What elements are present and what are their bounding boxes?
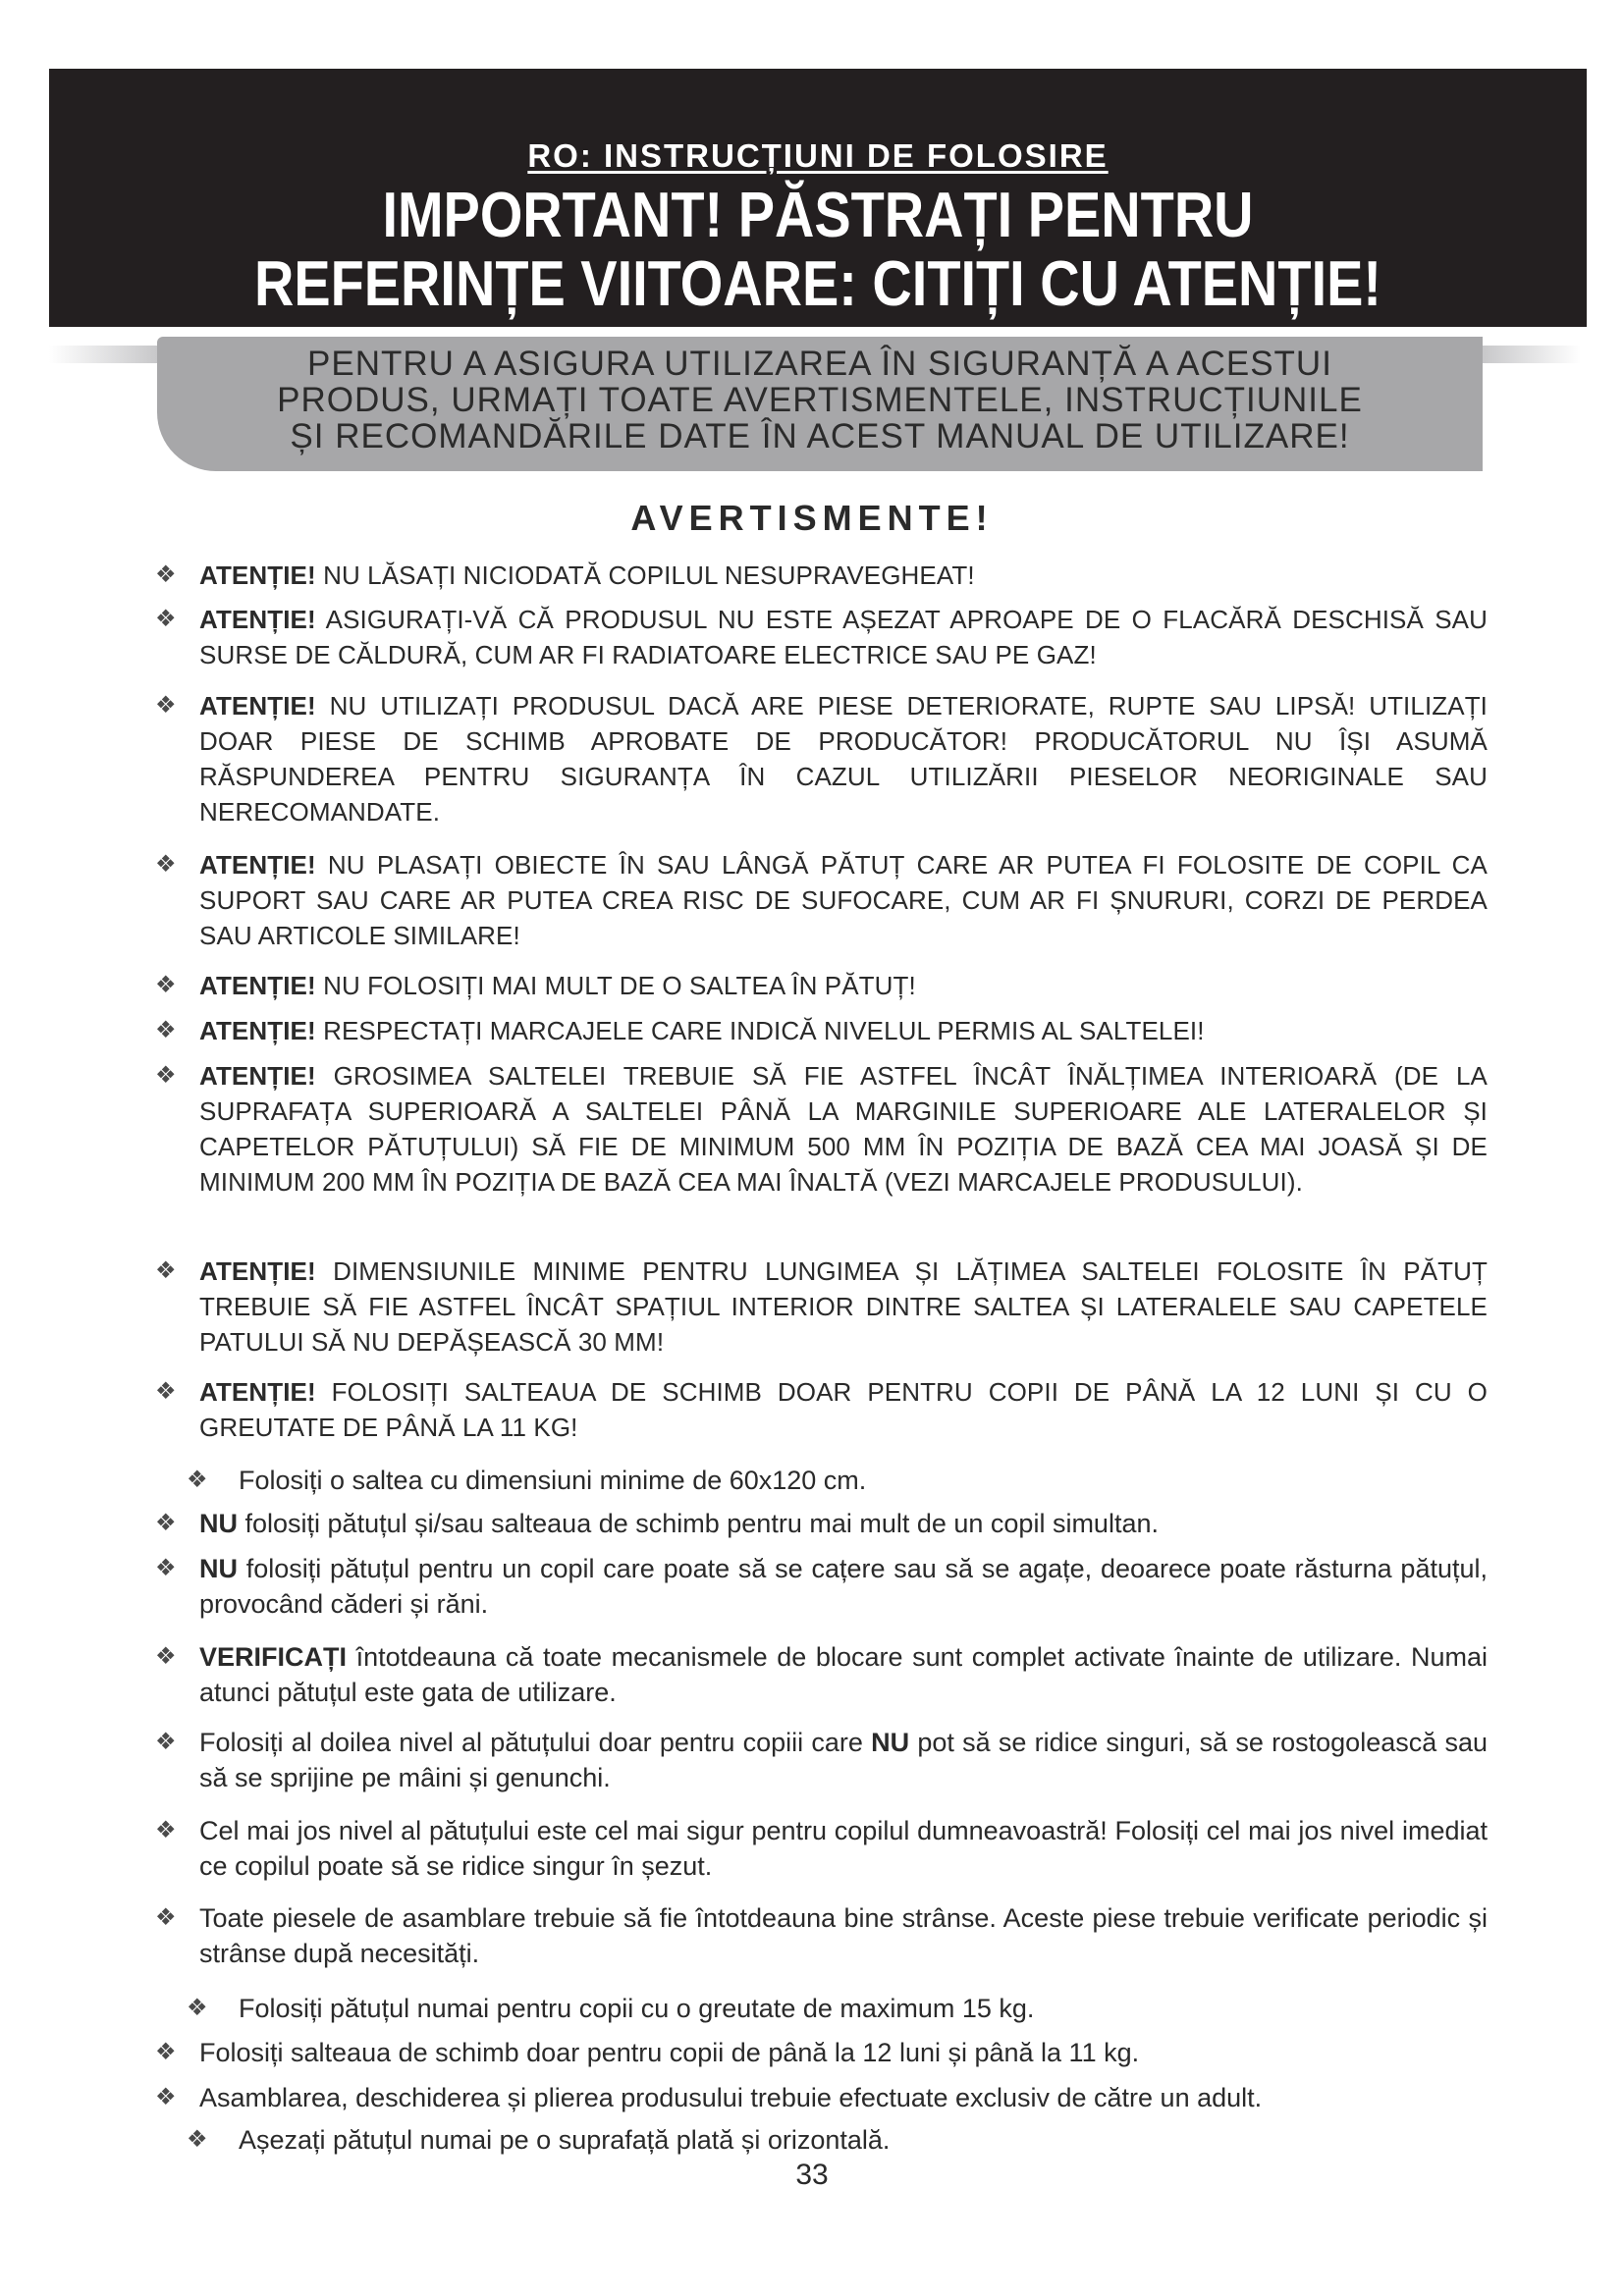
item-keyword: VERIFICAȚI xyxy=(199,1642,348,1672)
banner-line2: PRODUS, URMAȚI TOATE AVERTISMENTELE, INSTRUCȚIUNILE xyxy=(277,381,1363,419)
bullet-icon: ❖ xyxy=(155,2084,177,2110)
banner-line1: PENTRU A ASIGURA UTILIZAREA ÎN SIGURANȚĂ A ACESTUI xyxy=(307,345,1332,383)
header-bar xyxy=(49,69,1587,327)
item-keyword: NU xyxy=(199,1554,238,1583)
item-keyword: ATENȚIE! xyxy=(199,1061,316,1091)
bullet-icon: ❖ xyxy=(155,1729,177,1755)
bullet-icon: ❖ xyxy=(155,1378,177,1405)
item-text: NU UTILIZAȚI PRODUSUL DACĂ ARE PIESE DETERIORATE, RUPTE SAU LIPSĂ! UTILIZAȚI DOAR PIESE DE SCHIMB APROBATE DE PRODUCĂTOR! PRODUCĂTORUL NU ÎȘI ASUMĂ RĂSPUNDEREA PENTRU SIGURANȚA ÎN CAZUL UTILIZĂRII PIESELOR NEORIGINALE SAU NERECOMANDATE. xyxy=(199,691,1488,827)
bullet-icon: ❖ xyxy=(187,1467,208,1493)
bullet-icon: ❖ xyxy=(155,1643,177,1670)
item-text: GROSIMEA SALTELEI TREBUIE SĂ FIE ASTFEL ÎNCÂT ÎNĂLȚIMEA INTERIOARĂ (DE LA SUPRAFAȚA SUPERIOARĂ A SALTELEI PÂNĂ LA MARGINILE SUPERIOARE ALE LATERALELOR ȘI CAPETELOR PĂTUȚULUI) SĂ FIE DE MINIMUM 500 MM ÎN POZIȚIA DE BAZĂ CEA MAI JOASĂ ȘI DE MINIMUM 200 MM ÎN POZIȚIA DE BAZĂ CEA MAI ÎNALTĂ (VEZI MARCAJELE PRODUSULUI). xyxy=(199,1061,1488,1197)
item-keyword: ATENȚIE! xyxy=(199,850,316,880)
bullet-icon: ❖ xyxy=(155,692,177,719)
banner-fade-right xyxy=(1483,346,1581,363)
bullet-icon: ❖ xyxy=(155,1817,177,1843)
page-number: 33 xyxy=(795,2159,829,2191)
item-text: folosiți pătuțul pentru un copil care poate să se cațere sau să se agațe, deoarece poate răsturna pătuțul, provocând căderi și răni. xyxy=(199,1554,1488,1619)
bullet-icon: ❖ xyxy=(155,1904,177,1931)
item-keyword: NU xyxy=(871,1728,910,1757)
page-title xyxy=(157,181,1480,318)
item-text: folosiți pătuțul și/sau salteaua de schimb pentru mai mult de un copil simultan. xyxy=(238,1509,1159,1538)
item-text: NU LĂSAȚI NICIODATĂ COPILUL NESUPRAVEGHEAT! xyxy=(315,561,975,590)
bullet-icon: ❖ xyxy=(155,972,177,998)
item-text: pot să se ridice singuri, să se rostogolească sau să se sprijine pe mâini și genunchi. xyxy=(199,1728,1488,1792)
item-keyword: ATENȚIE! xyxy=(199,561,316,590)
section-title: AVERTISMENTE! xyxy=(630,498,994,538)
header-subtitle: RO: INSTRUCȚIUNI DE FOLOSIRE xyxy=(527,137,1109,174)
item-text: Așezați pătuțul numai pe o suprafață plată și orizontală. xyxy=(239,2125,891,2155)
page-title-line2: REFERINȚE VIITOARE: CITIȚI CU ATENȚIE! xyxy=(253,247,1382,319)
safety-banner xyxy=(157,337,1483,471)
bullet-icon: ❖ xyxy=(187,2126,208,2153)
bullet-icon: ❖ xyxy=(155,1510,177,1536)
item-text: Folosiți salteaua de schimb doar pentru copii de până la 12 luni și până la 11 kg. xyxy=(199,2038,1140,2067)
item-keyword: NU xyxy=(199,1509,238,1538)
item-text: NU FOLOSIȚI MAI MULT DE O SALTEA ÎN PĂTUȚ! xyxy=(315,971,916,1000)
item-text: ASIGURAȚI-VĂ CĂ PRODUSUL NU ESTE AȘEZAT APROAPE DE O FLACĂRĂ DESCHISĂ SAU SURSE DE CĂLDURĂ, CUM AR FI RADIATOARE ELECTRICE SAU PE GAZ! xyxy=(199,605,1488,669)
bullet-icon: ❖ xyxy=(155,1017,177,1043)
item-text: DIMENSIUNILE MINIME PENTRU LUNGIMEA ȘI LĂȚIMEA SALTELEI FOLOSITE ÎN PĂTUȚ TREBUIE SĂ FIE ASTFEL ÎNCÂT SPAȚIUL INTERIOR DINTRE SALTEA ȘI LATERALELE SAU CAPETELE PATULUI SĂ NU DEPĂȘEASCĂ 30 MM! xyxy=(199,1256,1488,1357)
item-keyword: ATENȚIE! xyxy=(199,691,316,721)
page-title-line1: IMPORTANT! PĂSTRAȚI PENTRU xyxy=(382,179,1254,250)
bullet-icon: ❖ xyxy=(155,2039,177,2065)
item-text: întotdeauna că toate mecanismele de blocare sunt complet activate înainte de utilizare. Numai atunci pătuțul este gata de utilizare. xyxy=(199,1642,1488,1707)
item-text: Cel mai jos nivel al pătuțului este cel mai sigur pentru copilul dumneavoastră! Folosiți cel mai jos nivel imediat ce copilul poate să se ridice singur în șezut. xyxy=(199,1816,1488,1881)
banner-fade-left xyxy=(49,346,157,363)
item-keyword: ATENȚIE! xyxy=(199,971,316,1000)
item-text: RESPECTAȚI MARCAJELE CARE INDICĂ NIVELUL PERMIS AL SALTELEI! xyxy=(315,1016,1205,1045)
bullet-icon: ❖ xyxy=(155,1257,177,1284)
item-keyword: ATENȚIE! xyxy=(199,1016,316,1045)
bullet-icon: ❖ xyxy=(155,851,177,878)
item-text: Folosiți pătuțul numai pentru copii cu o greutate de maximum 15 kg. xyxy=(239,1994,1035,2023)
item-keyword: ATENȚIE! xyxy=(199,1256,316,1286)
item-text: FOLOSIȚI SALTEAUA DE SCHIMB DOAR PENTRU COPII DE PÂNĂ LA 12 LUNI ȘI CU O GREUTATE DE PÂNĂ LA 11 KG! xyxy=(199,1377,1488,1442)
item-text: NU PLASAȚI OBIECTE ÎN SAU LÂNGĂ PĂTUȚ CARE AR PUTEA FI FOLOSITE DE COPIL CA SUPORT SAU CARE AR PUTEA CREA RISC DE SUFOCARE, CUM AR FI ȘNURURI, CORZI DE PERDEA SAU ARTICOLE SIMILARE! xyxy=(199,850,1488,950)
bullet-icon: ❖ xyxy=(155,606,177,632)
bullet-icon: ❖ xyxy=(187,1995,208,2021)
item-text: Folosiți o saltea cu dimensiuni minime de 60x120 cm. xyxy=(239,1466,867,1495)
item-keyword: ATENȚIE! xyxy=(199,1377,316,1407)
item-text: Asamblarea, deschiderea și plierea produsului trebuie efectuate exclusiv de către un adult. xyxy=(199,2083,1263,2112)
item-keyword: ATENȚIE! xyxy=(199,605,316,634)
bullet-icon: ❖ xyxy=(155,1555,177,1581)
item-text: Folosiți al doilea nivel al pătuțului doar pentru copiii care xyxy=(199,1728,872,1757)
item-text: Toate piesele de asamblare trebuie să fie întotdeauna bine strânse. Aceste piese trebuie verificate periodic și strânse după necesități. xyxy=(199,1903,1488,1968)
bullet-icon: ❖ xyxy=(155,1062,177,1089)
bullet-icon: ❖ xyxy=(155,561,177,588)
banner-line3: ȘI RECOMANDĂRILE DATE ÎN ACEST MANUAL DE UTILIZARE! xyxy=(290,417,1350,455)
